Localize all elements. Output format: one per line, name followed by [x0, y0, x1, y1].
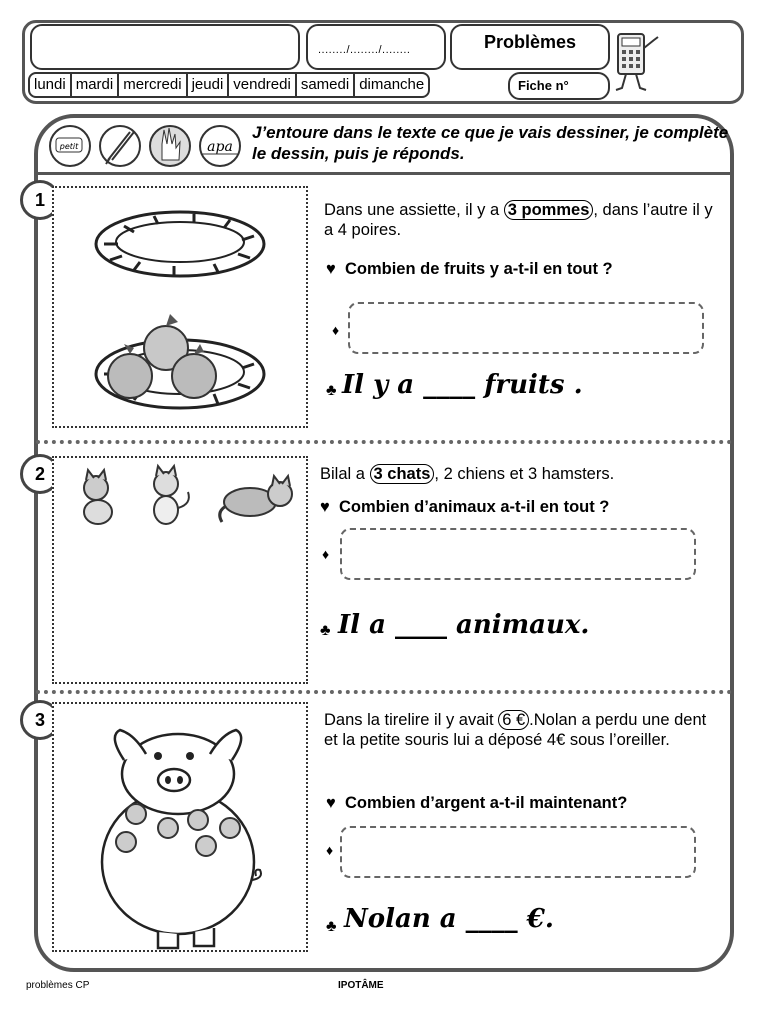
drawing-area-1[interactable]: [52, 186, 308, 428]
section-divider: [36, 690, 732, 694]
coin-icon: [188, 810, 208, 830]
problem-text: Dans une assiette, il y a: [324, 201, 504, 219]
coin-icon: [116, 832, 136, 852]
answer-sentence-2: Il a ____ animaux.: [338, 610, 590, 640]
day-thursday[interactable]: jeudi: [188, 74, 230, 96]
club-icon: ♣: [326, 918, 337, 935]
problem-text: , dans l’autre il y a 4 poires.: [324, 201, 713, 239]
diamond-icon: ♦: [332, 322, 340, 338]
cursive-icon: [200, 126, 240, 166]
cat-icon: [84, 470, 112, 524]
calculation-box-3[interactable]: [340, 826, 696, 878]
day-wednesday[interactable]: mercredi: [119, 74, 187, 96]
heart-icon: ♥: [326, 260, 336, 278]
circled-quantity: 3 chats: [370, 464, 435, 484]
question-text: Combien de fruits y a-t-il en tout ?: [344, 260, 613, 278]
page-title: Problèmes: [483, 32, 577, 52]
problem-text: .Nolan a perdu une dent et la petite souris lui a déposé 4€ sous l’oreiller.: [324, 711, 707, 749]
write-icon: [100, 126, 140, 166]
drawing-area-3[interactable]: [52, 702, 308, 952]
drawing-area-2[interactable]: [52, 456, 308, 684]
coin-icon: [158, 818, 178, 838]
question-2: [320, 498, 609, 517]
count-icon: [150, 126, 190, 166]
name-field[interactable]: [30, 24, 300, 70]
problem-text: , 2 chiens et 3 hamsters.: [434, 465, 615, 483]
diamond-icon: ♦: [322, 546, 330, 562]
day-sunday[interactable]: dimanche: [359, 76, 425, 93]
calculator-icon: [612, 28, 662, 96]
plate-with-apples-icon: [96, 314, 264, 408]
problem-text: Dans la tirelire il y avait: [324, 711, 499, 729]
day-tuesday[interactable]: mardi: [72, 74, 120, 96]
calculation-box-1[interactable]: [348, 302, 704, 354]
circled-quantity: 6 €: [498, 710, 529, 730]
club-icon: ♣: [320, 622, 331, 639]
read-icon: [50, 126, 90, 166]
heart-icon: ♥: [326, 794, 336, 812]
svg-text:apa: apa: [207, 139, 233, 155]
question-3: [326, 794, 627, 813]
section-divider: [36, 172, 732, 175]
plates-illustration: [54, 188, 306, 426]
piggy-bank-illustration: [54, 704, 306, 950]
instruction-icons: [48, 124, 248, 168]
problem-number: 1: [20, 180, 60, 220]
answer-sentence-3: Nolan a ____ €.: [344, 904, 554, 934]
day-saturday[interactable]: samedi: [297, 74, 355, 96]
problem-number: 3: [20, 700, 60, 740]
question-text: Combien d’animaux a-t-il en tout ?: [338, 498, 610, 516]
problem-text: Bilal a: [320, 465, 370, 483]
problem-3-text: [324, 710, 724, 750]
question-1: [326, 260, 613, 279]
section-divider: [36, 440, 732, 444]
calculation-box-2[interactable]: [340, 528, 696, 580]
cats-illustration: [54, 458, 306, 538]
coin-icon: [220, 818, 240, 838]
cat-icon: [154, 466, 189, 524]
weekday-bar: [28, 72, 430, 98]
cat-icon: [220, 476, 292, 522]
coin-icon: [196, 836, 216, 856]
circled-quantity: 3 pommes: [504, 200, 594, 220]
answer-sentence-1: Il y a ____ fruits .: [342, 370, 583, 400]
svg-text:petit: petit: [59, 142, 79, 151]
date-placeholder: ......../......../........: [318, 44, 411, 56]
fiche-label: Fiche n°: [518, 78, 569, 93]
footer-center: IPOTÂME: [338, 980, 384, 991]
question-text: Combien d’argent a-t-il maintenant?: [344, 794, 628, 812]
problem-number: 2: [20, 454, 60, 494]
day-friday[interactable]: vendredi: [229, 74, 297, 96]
plate-icon: [96, 212, 264, 276]
day-monday[interactable]: lundi: [30, 74, 72, 96]
diamond-icon: ♦: [326, 842, 334, 858]
footer-left: problèmes CP: [26, 980, 90, 991]
coin-icon: [126, 804, 146, 824]
instruction-text: J’entoure dans le texte ce que je vais dessiner, je complète le dessin, puis je réponds.: [252, 123, 729, 163]
problem-2-text: [320, 464, 720, 484]
heart-icon: ♥: [320, 498, 330, 516]
problem-1-text: [324, 200, 714, 240]
club-icon: ♣: [326, 382, 337, 399]
